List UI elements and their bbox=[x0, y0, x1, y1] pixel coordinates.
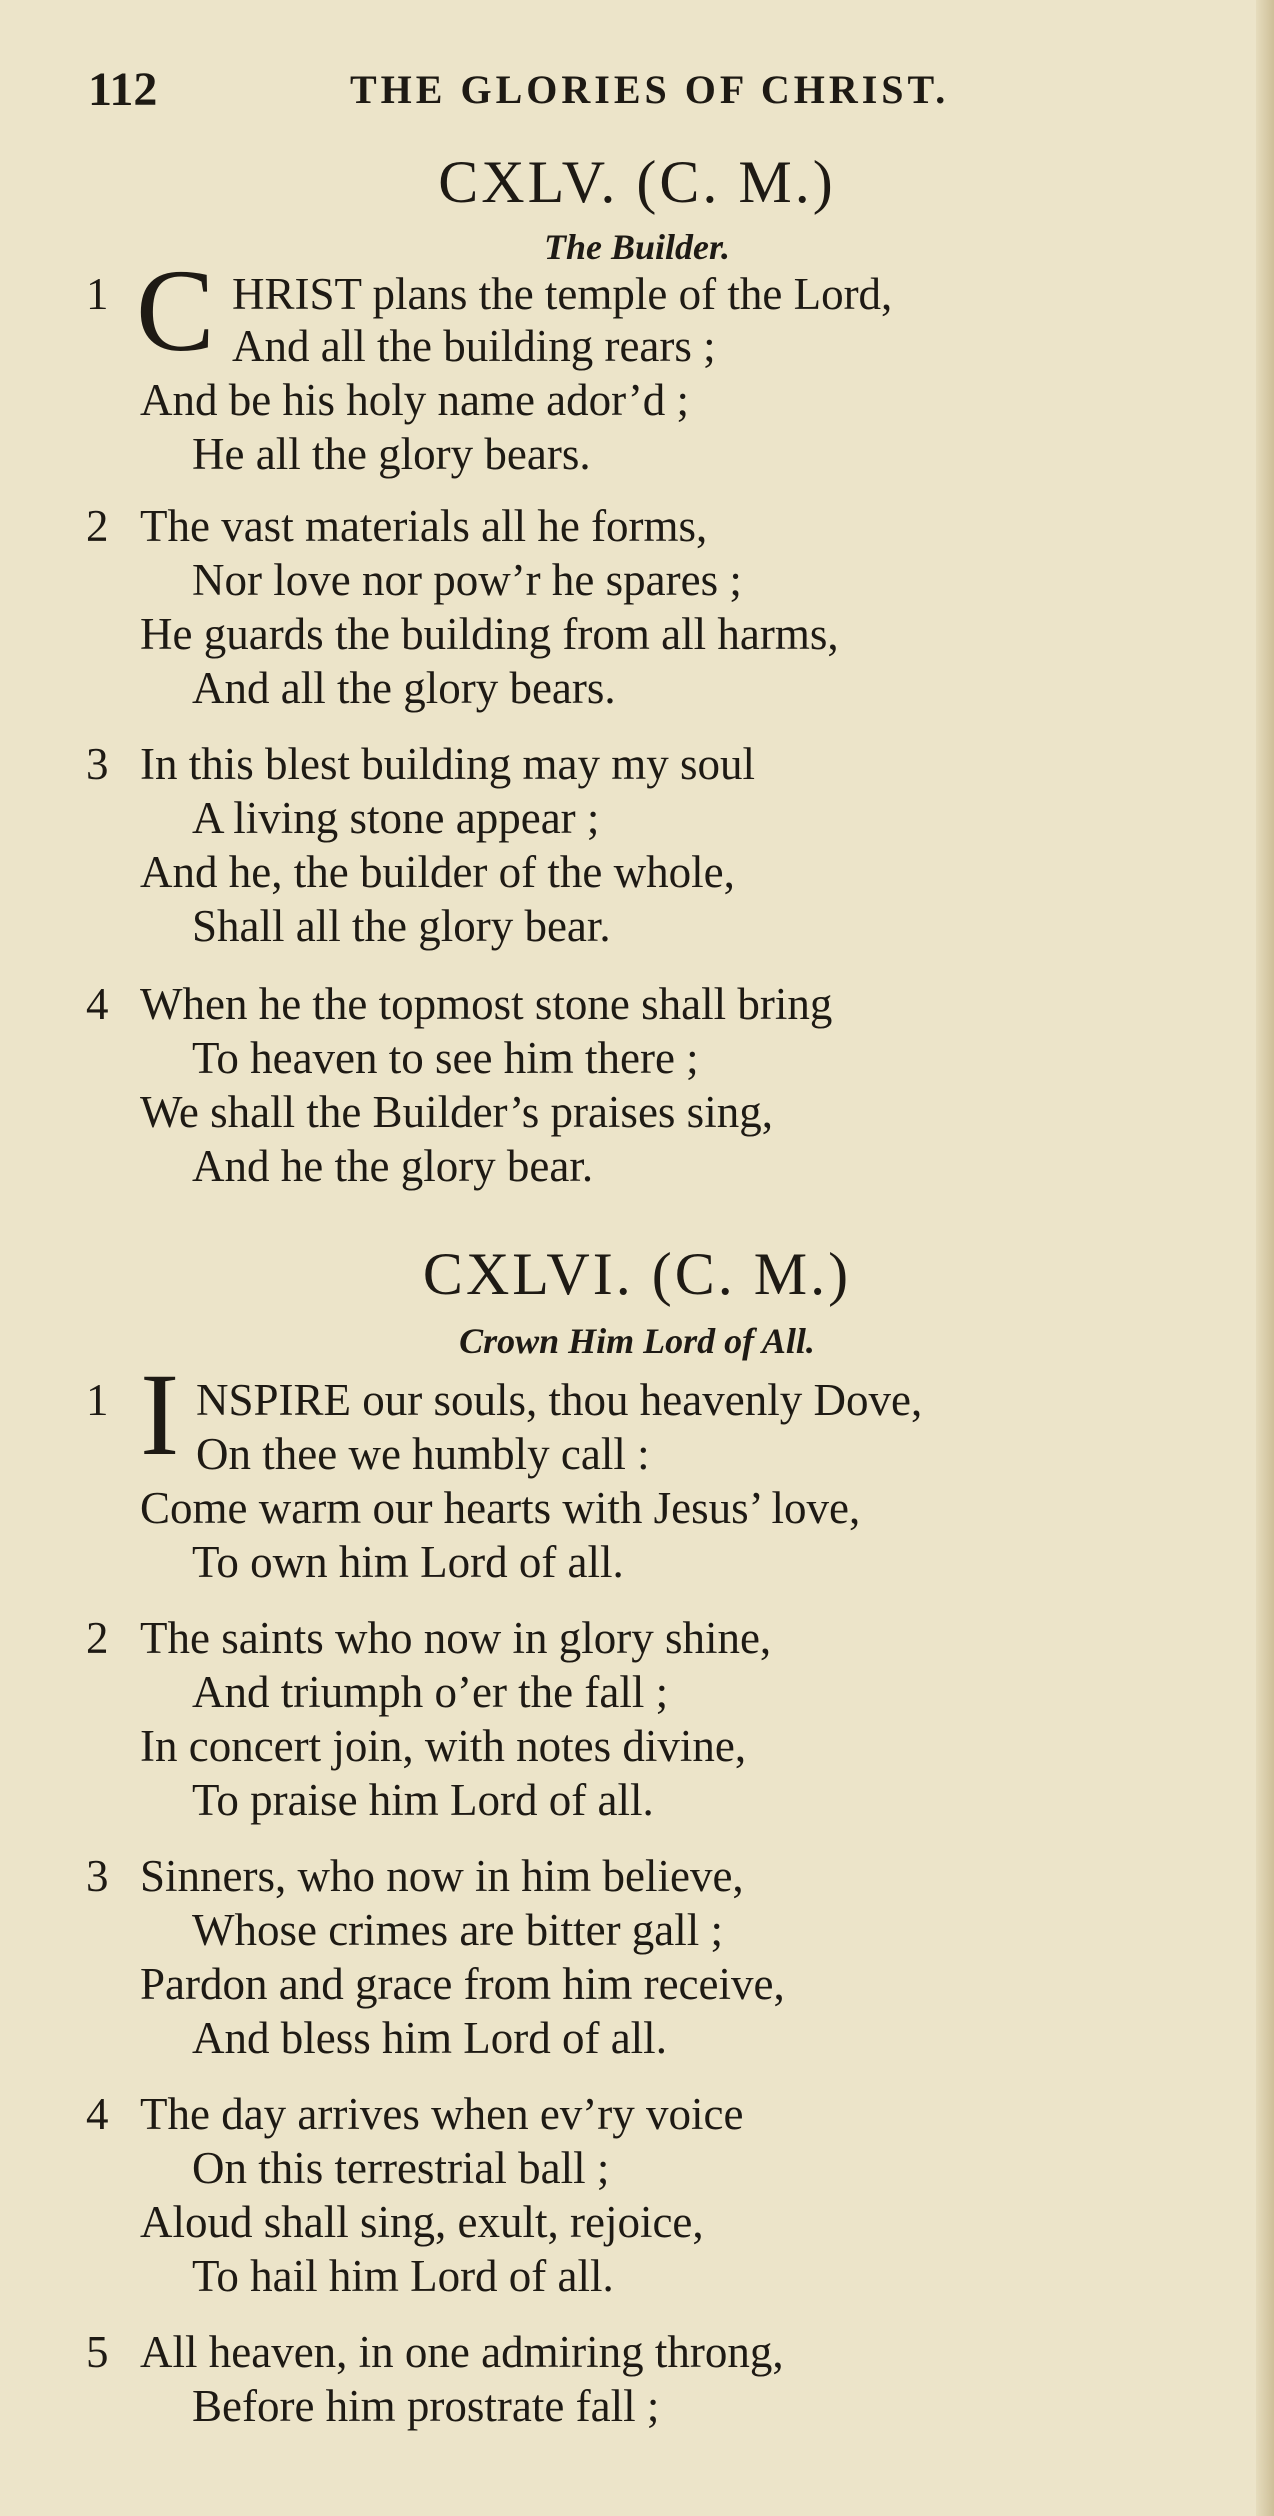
verse-line: Sinners, who now in him believe, bbox=[140, 1851, 744, 1901]
verse-line: And bless him Lord of all. bbox=[192, 2013, 667, 2063]
verse-line: HRIST plans the temple of the Lord, bbox=[232, 269, 893, 319]
verse-line: And triumph o’er the fall ; bbox=[192, 1667, 669, 1717]
verse-line: He all the glory bears. bbox=[192, 429, 591, 479]
stanza-number: 2 bbox=[86, 501, 109, 551]
verse-line: To hail him Lord of all. bbox=[192, 2251, 614, 2301]
hymn-title: CXLV. (C. M.) bbox=[438, 149, 836, 215]
verse-line: And all the building rears ; bbox=[232, 321, 716, 371]
verse-line: In concert join, with notes divine, bbox=[140, 1721, 747, 1771]
stanza-number: 3 bbox=[86, 739, 109, 789]
verse-line: The saints who now in glory shine, bbox=[140, 1613, 772, 1663]
verse-line: To heaven to see him there ; bbox=[192, 1033, 699, 1083]
hymn-subtitle: The Builder. bbox=[543, 227, 731, 267]
verse-line: Before him prostrate fall ; bbox=[192, 2381, 660, 2431]
verse-line: A living stone appear ; bbox=[192, 793, 600, 843]
running-title: THE GLORIES OF CHRIST. bbox=[350, 67, 950, 112]
verse-line: Nor love nor pow’r he spares ; bbox=[192, 555, 742, 605]
stanza-number: 1 bbox=[86, 269, 109, 319]
verse-line: Shall all the glory bear. bbox=[192, 901, 611, 951]
stanza-number: 1 bbox=[86, 1375, 109, 1425]
verse-line: And he the glory bear. bbox=[192, 1141, 594, 1191]
verse-line: The day arrives when ev’ry voice bbox=[140, 2089, 744, 2139]
verse-line: Whose crimes are bitter gall ; bbox=[192, 1905, 724, 1955]
verse-line: Aloud shall sing, exult, rejoice, bbox=[140, 2197, 704, 2247]
page-header bbox=[88, 62, 988, 122]
drop-cap: I bbox=[140, 1349, 180, 1480]
hymn-title: CXLVI. (C. M.) bbox=[422, 1241, 852, 1307]
verse-line: Pardon and grace from him receive, bbox=[140, 1959, 785, 2009]
stanza-number: 4 bbox=[86, 979, 109, 1029]
stanza-number: 2 bbox=[86, 1613, 109, 1663]
verse-line: In this blest building may my soul bbox=[140, 739, 755, 789]
verse-line: We shall the Builder’s praises sing, bbox=[140, 1087, 773, 1137]
drop-cap: C bbox=[136, 245, 215, 376]
verse-line: And he, the builder of the whole, bbox=[140, 847, 735, 897]
verse-line: To own him Lord of all. bbox=[192, 1537, 624, 1587]
verse-line: Come warm our hearts with Jesus’ love, bbox=[140, 1483, 861, 1533]
verse-line: And be his holy name ador’d ; bbox=[140, 375, 690, 425]
stanza-number: 4 bbox=[86, 2089, 109, 2139]
stanza-number: 3 bbox=[86, 1851, 109, 1901]
verse-line: The vast materials all he forms, bbox=[140, 501, 708, 551]
verse-line: All heaven, in one admiring throng, bbox=[140, 2327, 784, 2377]
verse-line: To praise him Lord of all. bbox=[192, 1775, 654, 1825]
stanza-number: 5 bbox=[86, 2327, 109, 2377]
verse-line: He guards the building from all harms, bbox=[140, 609, 839, 659]
verse-line: And all the glory bears. bbox=[192, 663, 616, 713]
verse-line: On this terrestrial ball ; bbox=[192, 2143, 610, 2193]
verse-line: When he the topmost stone shall bring bbox=[140, 979, 833, 1029]
verse-line: On thee we humbly call : bbox=[196, 1429, 650, 1479]
verse-line: NSPIRE our souls, thou heavenly Dove, bbox=[196, 1375, 923, 1425]
hymn-subtitle: Crown Him Lord of All. bbox=[459, 1321, 815, 1361]
page-number: 112 bbox=[88, 63, 158, 116]
